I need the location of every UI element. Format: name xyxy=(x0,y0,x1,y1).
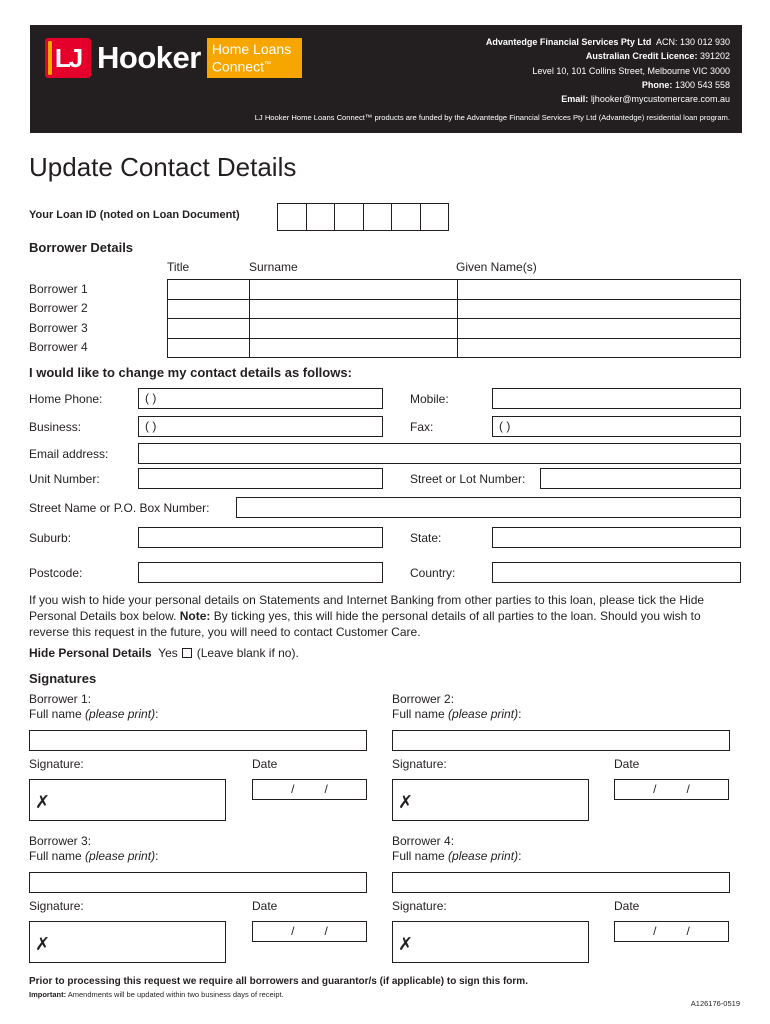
borrower-2-date-field[interactable]: / / xyxy=(614,779,729,800)
signing-requirement: Prior to processing this request we require all borrowers and guarantor/s (if applicable) to sign this form. xyxy=(29,976,528,987)
date-label: Date xyxy=(252,757,278,771)
sign-here-mark: ✗ xyxy=(398,792,414,812)
mobile-field[interactable] xyxy=(492,388,741,409)
col-surname: Surname xyxy=(249,260,298,274)
surname-cell[interactable] xyxy=(250,338,458,358)
fax-label: Fax: xyxy=(410,420,434,434)
contact-heading: I would like to change my contact details as follows: xyxy=(29,365,352,380)
company-phone: 1300 543 558 xyxy=(674,79,730,90)
loan-id-digit[interactable] xyxy=(363,203,393,231)
company-email: ljhooker@mycustomercare.com.au xyxy=(590,94,730,105)
title-cell[interactable] xyxy=(168,319,250,339)
country-label: Country: xyxy=(410,566,456,580)
loan-id-digit[interactable] xyxy=(391,203,421,231)
col-given-names: Given Name(s) xyxy=(456,260,537,274)
full-name-label: Full name (please print): xyxy=(392,849,522,863)
signature-label: Signature: xyxy=(29,757,84,771)
loan-id-digit[interactable] xyxy=(334,203,364,231)
header-disclaimer: LJ Hooker Home Loans Connect™ products are funded by the Advantedge Financial Services Pty Ltd (Advantedge) residential loan program. xyxy=(254,113,730,122)
unit-number-label: Unit Number: xyxy=(29,472,100,486)
borrower-1-full-name-field[interactable] xyxy=(29,730,367,751)
given-names-cell[interactable] xyxy=(458,319,741,339)
borrower-details-table xyxy=(167,279,741,358)
borrower-3-date-field[interactable]: / / xyxy=(252,921,367,942)
given-names-cell[interactable] xyxy=(458,299,741,319)
unit-number-field[interactable] xyxy=(138,468,383,489)
date-label: Date xyxy=(614,757,640,771)
leave-blank-note: (Leave blank if no). xyxy=(196,646,299,660)
home-phone-label: Home Phone: xyxy=(29,392,103,406)
title-cell[interactable] xyxy=(168,280,250,300)
logo-hooker-word: Hooker xyxy=(97,40,201,75)
title-cell[interactable] xyxy=(168,338,250,358)
yes-label: Yes xyxy=(158,646,178,660)
surname-cell[interactable] xyxy=(250,319,458,339)
borrower-1-label: Borrower 1 xyxy=(29,282,88,296)
signature-label: Signature: xyxy=(392,899,447,913)
borrower-2-signature-field[interactable] xyxy=(392,779,589,821)
borrower-3-label: Borrower 3 xyxy=(29,321,88,335)
hide-details-row xyxy=(29,646,299,660)
state-label: State: xyxy=(410,531,442,545)
home-phone-field[interactable]: ( ) xyxy=(138,388,383,409)
borrower-3-signature-field[interactable] xyxy=(29,921,226,963)
page-title: Update Contact Details xyxy=(29,152,297,182)
loan-id-label: Your Loan ID (noted on Loan Document) xyxy=(29,209,240,221)
full-name-label: Full name (please print): xyxy=(392,707,522,721)
col-title: Title xyxy=(167,260,190,274)
home-loans-connect-badge xyxy=(207,38,302,78)
street-name-field[interactable] xyxy=(236,497,741,518)
acn: ACN: 130 012 930 xyxy=(655,37,730,47)
sig-borrower-4-label: Borrower 4: xyxy=(392,834,455,848)
hlc-line2: Connect™ xyxy=(211,58,271,75)
signature-label: Signature: xyxy=(29,899,84,913)
borrower-4-label: Borrower 4 xyxy=(29,340,88,354)
given-names-cell[interactable] xyxy=(458,338,741,358)
business-label: Business: xyxy=(29,420,82,434)
table-row xyxy=(168,319,741,339)
signatures-heading: Signatures xyxy=(29,671,97,686)
signature-label: Signature: xyxy=(392,757,447,771)
borrower-4-full-name-field[interactable] xyxy=(392,872,730,893)
fax-field[interactable]: ( ) xyxy=(492,416,741,437)
lj-mark: LJ xyxy=(45,38,91,78)
borrower-2-full-name-field[interactable] xyxy=(392,730,730,751)
business-phone-field[interactable]: ( ) xyxy=(138,416,383,437)
borrower-2-label: Borrower 2 xyxy=(29,301,88,315)
sign-here-mark: ✗ xyxy=(35,934,51,954)
street-lot-label: Street or Lot Number: xyxy=(410,472,526,486)
company-address: Level 10, 101 Collins Street, Melbourne VIC 3000 xyxy=(532,65,730,76)
important-note: Important: Amendments will be updated within two business days of receipt. xyxy=(29,990,284,999)
sig-borrower-3-label: Borrower 3: xyxy=(29,834,92,848)
borrower-details-heading: Borrower Details xyxy=(29,240,134,255)
table-row xyxy=(168,338,741,358)
sig-borrower-2-label: Borrower 2: xyxy=(392,692,455,706)
loan-id-digit[interactable] xyxy=(420,203,450,231)
surname-cell[interactable] xyxy=(250,299,458,319)
street-lot-field[interactable] xyxy=(540,468,741,489)
date-label: Date xyxy=(252,899,278,913)
borrower-1-signature-field[interactable] xyxy=(29,779,226,821)
company-name: Advantedge Financial Services Pty Ltd xyxy=(485,37,652,47)
hide-details-paragraph: If you wish to hide your personal details on Statements and Internet Banking from other parties to this loan, please tick the Hide Personal Details box below. Note: By ticking yes, this will hide the personal details of all parties to the loan. Should you wish to reverse this request in the future, you will need to contact Customer Care. xyxy=(29,593,705,639)
loan-id-digit[interactable] xyxy=(306,203,336,231)
postcode-label: Postcode: xyxy=(29,566,83,580)
state-field[interactable] xyxy=(492,527,741,548)
table-row xyxy=(168,280,741,300)
hide-details-label: Hide Personal Details xyxy=(29,646,152,660)
email-field[interactable] xyxy=(138,443,741,464)
borrower-4-date-field[interactable]: / / xyxy=(614,921,729,942)
hide-details-checkbox[interactable] xyxy=(182,648,192,658)
email-label: Email address: xyxy=(29,447,109,461)
postcode-field[interactable] xyxy=(138,562,383,583)
hlc-line1: Home Loans xyxy=(211,41,292,57)
date-label: Date xyxy=(614,899,640,913)
suburb-field[interactable] xyxy=(138,527,383,548)
title-cell[interactable] xyxy=(168,299,250,319)
borrower-3-full-name-field[interactable] xyxy=(29,872,367,893)
borrower-4-signature-field[interactable] xyxy=(392,921,589,963)
full-name-label: Full name (please print): xyxy=(29,849,159,863)
given-names-cell[interactable] xyxy=(458,280,741,300)
suburb-label: Suburb: xyxy=(29,531,72,545)
form-code: A126176-0519 xyxy=(690,999,740,1008)
lj-hooker-logo xyxy=(45,38,302,78)
borrower-1-date-field[interactable]: / / xyxy=(252,779,367,800)
sig-borrower-1-label: Borrower 1: xyxy=(29,692,92,706)
full-name-label: Full name (please print): xyxy=(29,707,159,721)
sign-here-mark: ✗ xyxy=(398,934,414,954)
street-name-label: Street Name or P.O. Box Number: xyxy=(29,501,210,515)
licence-number: 391202 xyxy=(699,51,730,62)
header-band xyxy=(30,25,742,133)
loan-id-boxes[interactable] xyxy=(278,203,449,231)
surname-cell[interactable] xyxy=(250,280,458,300)
company-details: Advantedge Financial Services Pty Ltd ACN: 130 012 930 Australian Credit Licence: 391202 Level 10, 101 Collins Street, Melbourne VIC 3000 Phone: 1300 543 558 Email: ljhooker@mycustomercare.com.au xyxy=(485,37,730,105)
country-field[interactable] xyxy=(492,562,741,583)
loan-id-digit[interactable] xyxy=(277,203,307,231)
mobile-label: Mobile: xyxy=(410,392,449,406)
sign-here-mark: ✗ xyxy=(35,792,51,812)
table-row xyxy=(168,299,741,319)
